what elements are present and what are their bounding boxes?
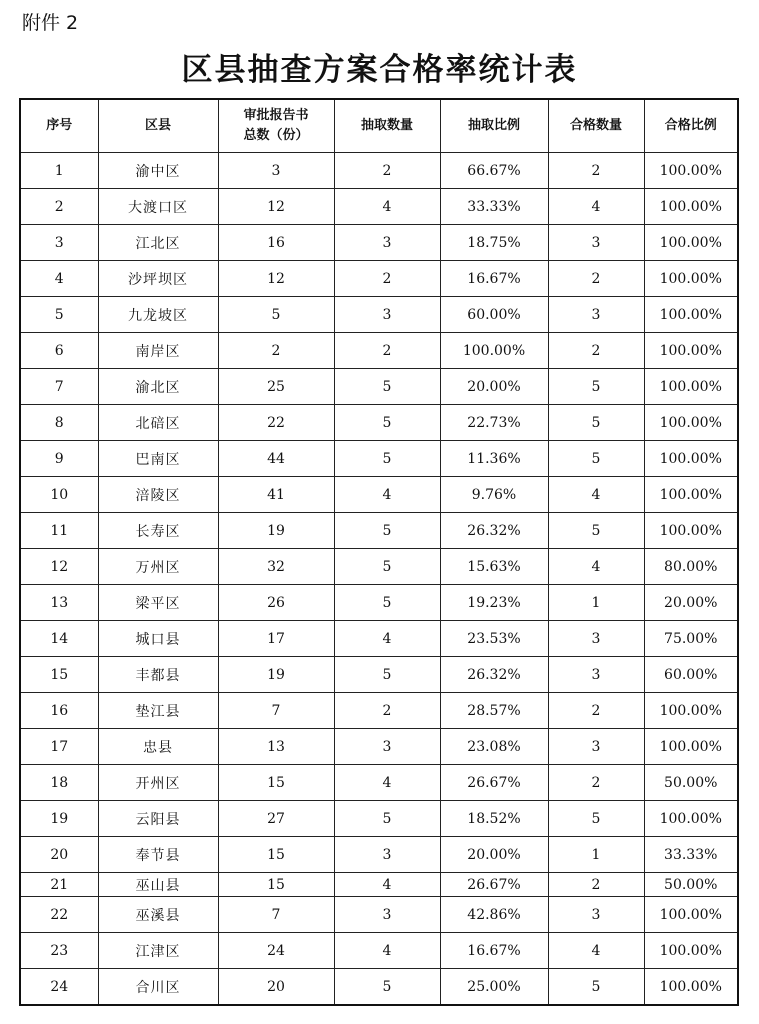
cell-passed-count: 3 xyxy=(548,225,644,261)
cell-sample-ratio: 23.53% xyxy=(440,621,548,657)
table-row xyxy=(20,153,738,189)
cell-district: 梁平区 xyxy=(98,585,218,621)
cell-passed-count: 5 xyxy=(548,969,644,1006)
cell-serial: 14 xyxy=(20,621,98,657)
cell-sample-ratio: 60.00% xyxy=(440,297,548,333)
cell-passed-count: 2 xyxy=(548,153,644,189)
cell-report-total: 32 xyxy=(218,549,334,585)
cell-district: 大渡口区 xyxy=(98,189,218,225)
cell-sample-ratio: 18.75% xyxy=(440,225,548,261)
table-row xyxy=(20,585,738,621)
cell-report-total: 12 xyxy=(218,261,334,297)
cell-district: 城口县 xyxy=(98,621,218,657)
table-row xyxy=(20,513,738,549)
cell-passed-count: 5 xyxy=(548,801,644,837)
cell-pass-ratio: 50.00% xyxy=(644,873,738,897)
table-row xyxy=(20,189,738,225)
cell-district: 奉节县 xyxy=(98,837,218,873)
cell-district: 江津区 xyxy=(98,933,218,969)
cell-sampled-count: 3 xyxy=(334,729,440,765)
cell-report-total: 20 xyxy=(218,969,334,1006)
cell-passed-count: 3 xyxy=(548,657,644,693)
cell-sampled-count: 5 xyxy=(334,969,440,1006)
cell-sample-ratio: 26.32% xyxy=(440,657,548,693)
cell-pass-ratio: 100.00% xyxy=(644,513,738,549)
cell-pass-ratio: 100.00% xyxy=(644,297,738,333)
header-sampled-count: 抽取数量 xyxy=(334,99,440,153)
table-row xyxy=(20,693,738,729)
attachment-label: 附件 2 xyxy=(22,12,79,34)
table-row xyxy=(20,621,738,657)
cell-sampled-count: 2 xyxy=(334,261,440,297)
table-row xyxy=(20,873,738,897)
cell-report-total: 19 xyxy=(218,513,334,549)
cell-sample-ratio: 16.67% xyxy=(440,933,548,969)
cell-sample-ratio: 26.67% xyxy=(440,873,548,897)
cell-pass-ratio: 100.00% xyxy=(644,153,738,189)
cell-sample-ratio: 66.67% xyxy=(440,153,548,189)
cell-passed-count: 5 xyxy=(548,513,644,549)
page-title: 区县抽查方案合格率统计表 xyxy=(181,52,578,88)
cell-report-total: 13 xyxy=(218,729,334,765)
cell-pass-ratio: 100.00% xyxy=(644,477,738,513)
cell-district: 九龙坡区 xyxy=(98,297,218,333)
cell-passed-count: 2 xyxy=(548,873,644,897)
cell-district: 巴南区 xyxy=(98,441,218,477)
cell-pass-ratio: 100.00% xyxy=(644,969,738,1006)
cell-district: 万州区 xyxy=(98,549,218,585)
table-row xyxy=(20,225,738,261)
cell-passed-count: 5 xyxy=(548,369,644,405)
cell-pass-ratio: 100.00% xyxy=(644,897,738,933)
cell-serial: 11 xyxy=(20,513,98,549)
cell-passed-count: 4 xyxy=(548,477,644,513)
cell-pass-ratio: 100.00% xyxy=(644,693,738,729)
cell-passed-count: 5 xyxy=(548,405,644,441)
cell-serial: 10 xyxy=(20,477,98,513)
cell-sampled-count: 4 xyxy=(334,873,440,897)
table-row xyxy=(20,657,738,693)
cell-district: 忠县 xyxy=(98,729,218,765)
table-body xyxy=(20,153,738,1006)
cell-passed-count: 2 xyxy=(548,261,644,297)
header-report-total-line2: 总数（份） xyxy=(243,128,309,143)
cell-sampled-count: 2 xyxy=(334,693,440,729)
cell-serial: 20 xyxy=(20,837,98,873)
cell-district: 沙坪坝区 xyxy=(98,261,218,297)
cell-report-total: 44 xyxy=(218,441,334,477)
cell-serial: 13 xyxy=(20,585,98,621)
header-report-total xyxy=(218,99,334,153)
table-row xyxy=(20,801,738,837)
cell-serial: 19 xyxy=(20,801,98,837)
cell-district: 巫山县 xyxy=(98,873,218,897)
cell-district: 渝北区 xyxy=(98,369,218,405)
cell-sampled-count: 5 xyxy=(334,549,440,585)
cell-serial: 22 xyxy=(20,897,98,933)
table-row xyxy=(20,765,738,801)
cell-sampled-count: 5 xyxy=(334,657,440,693)
cell-report-total: 15 xyxy=(218,837,334,873)
cell-report-total: 2 xyxy=(218,333,334,369)
table-row xyxy=(20,477,738,513)
cell-sample-ratio: 26.32% xyxy=(440,513,548,549)
cell-pass-ratio: 50.00% xyxy=(644,765,738,801)
cell-serial: 16 xyxy=(20,693,98,729)
header-pass-ratio: 合格比例 xyxy=(644,99,738,153)
table-row xyxy=(20,969,738,1006)
cell-sampled-count: 5 xyxy=(334,513,440,549)
cell-report-total: 19 xyxy=(218,657,334,693)
cell-sample-ratio: 18.52% xyxy=(440,801,548,837)
cell-pass-ratio: 80.00% xyxy=(644,549,738,585)
cell-sample-ratio: 11.36% xyxy=(440,441,548,477)
cell-sample-ratio: 20.00% xyxy=(440,369,548,405)
header-sample-ratio: 抽取比例 xyxy=(440,99,548,153)
cell-passed-count: 3 xyxy=(548,297,644,333)
cell-passed-count: 4 xyxy=(548,933,644,969)
cell-pass-ratio: 100.00% xyxy=(644,405,738,441)
cell-report-total: 25 xyxy=(218,369,334,405)
cell-district: 长寿区 xyxy=(98,513,218,549)
table-row xyxy=(20,261,738,297)
cell-sampled-count: 4 xyxy=(334,477,440,513)
table-row xyxy=(20,369,738,405)
cell-pass-ratio: 100.00% xyxy=(644,189,738,225)
cell-sampled-count: 5 xyxy=(334,369,440,405)
cell-sampled-count: 4 xyxy=(334,189,440,225)
cell-sample-ratio: 22.73% xyxy=(440,405,548,441)
table-row xyxy=(20,405,738,441)
cell-sample-ratio: 16.67% xyxy=(440,261,548,297)
table-row xyxy=(20,297,738,333)
cell-pass-ratio: 100.00% xyxy=(644,333,738,369)
cell-sample-ratio: 26.67% xyxy=(440,765,548,801)
table-header-row xyxy=(20,99,738,153)
cell-pass-ratio: 100.00% xyxy=(644,261,738,297)
cell-sample-ratio: 25.00% xyxy=(440,969,548,1006)
cell-sampled-count: 2 xyxy=(334,333,440,369)
table-row xyxy=(20,549,738,585)
cell-sample-ratio: 15.63% xyxy=(440,549,548,585)
cell-pass-ratio: 100.00% xyxy=(644,225,738,261)
header-district: 区县 xyxy=(98,99,218,153)
cell-sampled-count: 3 xyxy=(334,897,440,933)
cell-pass-ratio: 100.00% xyxy=(644,801,738,837)
cell-serial: 4 xyxy=(20,261,98,297)
cell-district: 江北区 xyxy=(98,225,218,261)
cell-serial: 8 xyxy=(20,405,98,441)
cell-pass-ratio: 100.00% xyxy=(644,729,738,765)
cell-district: 合川区 xyxy=(98,969,218,1006)
cell-district: 云阳县 xyxy=(98,801,218,837)
cell-pass-ratio: 75.00% xyxy=(644,621,738,657)
cell-serial: 9 xyxy=(20,441,98,477)
cell-serial: 5 xyxy=(20,297,98,333)
cell-pass-ratio: 33.33% xyxy=(644,837,738,873)
cell-report-total: 17 xyxy=(218,621,334,657)
cell-sampled-count: 5 xyxy=(334,585,440,621)
cell-sampled-count: 5 xyxy=(334,801,440,837)
cell-sampled-count: 5 xyxy=(334,405,440,441)
header-serial: 序号 xyxy=(20,99,98,153)
cell-sample-ratio: 28.57% xyxy=(440,693,548,729)
cell-sample-ratio: 23.08% xyxy=(440,729,548,765)
cell-report-total: 41 xyxy=(218,477,334,513)
table-row xyxy=(20,333,738,369)
cell-serial: 1 xyxy=(20,153,98,189)
cell-report-total: 7 xyxy=(218,693,334,729)
cell-passed-count: 3 xyxy=(548,621,644,657)
cell-passed-count: 4 xyxy=(548,549,644,585)
cell-serial: 2 xyxy=(20,189,98,225)
cell-report-total: 7 xyxy=(218,897,334,933)
cell-sample-ratio: 33.33% xyxy=(440,189,548,225)
cell-sampled-count: 3 xyxy=(334,225,440,261)
cell-report-total: 15 xyxy=(218,873,334,897)
cell-district: 开州区 xyxy=(98,765,218,801)
cell-district: 渝中区 xyxy=(98,153,218,189)
cell-serial: 7 xyxy=(20,369,98,405)
cell-sampled-count: 4 xyxy=(334,621,440,657)
statistics-table xyxy=(19,98,739,1006)
table-row xyxy=(20,441,738,477)
header-report-total-line1: 审批报告书 xyxy=(243,108,309,123)
cell-passed-count: 1 xyxy=(548,837,644,873)
cell-report-total: 27 xyxy=(218,801,334,837)
cell-serial: 15 xyxy=(20,657,98,693)
table-row xyxy=(20,729,738,765)
header-passed-count: 合格数量 xyxy=(548,99,644,153)
cell-sampled-count: 4 xyxy=(334,765,440,801)
cell-pass-ratio: 100.00% xyxy=(644,369,738,405)
cell-passed-count: 5 xyxy=(548,441,644,477)
cell-pass-ratio: 100.00% xyxy=(644,441,738,477)
cell-serial: 18 xyxy=(20,765,98,801)
cell-report-total: 16 xyxy=(218,225,334,261)
cell-report-total: 5 xyxy=(218,297,334,333)
cell-report-total: 3 xyxy=(218,153,334,189)
cell-pass-ratio: 60.00% xyxy=(644,657,738,693)
cell-report-total: 15 xyxy=(218,765,334,801)
cell-report-total: 26 xyxy=(218,585,334,621)
cell-sample-ratio: 19.23% xyxy=(440,585,548,621)
table-row xyxy=(20,933,738,969)
cell-passed-count: 2 xyxy=(548,765,644,801)
cell-sampled-count: 5 xyxy=(334,441,440,477)
table-row xyxy=(20,837,738,873)
cell-passed-count: 4 xyxy=(548,189,644,225)
cell-report-total: 12 xyxy=(218,189,334,225)
cell-report-total: 24 xyxy=(218,933,334,969)
cell-district: 北碚区 xyxy=(98,405,218,441)
cell-sample-ratio: 9.76% xyxy=(440,477,548,513)
cell-passed-count: 3 xyxy=(548,729,644,765)
cell-sampled-count: 3 xyxy=(334,837,440,873)
cell-serial: 17 xyxy=(20,729,98,765)
cell-district: 垫江县 xyxy=(98,693,218,729)
cell-pass-ratio: 20.00% xyxy=(644,585,738,621)
table-row xyxy=(20,897,738,933)
cell-district: 涪陵区 xyxy=(98,477,218,513)
cell-serial: 24 xyxy=(20,969,98,1006)
cell-serial: 23 xyxy=(20,933,98,969)
cell-sample-ratio: 42.86% xyxy=(440,897,548,933)
cell-sampled-count: 3 xyxy=(334,297,440,333)
cell-passed-count: 3 xyxy=(548,897,644,933)
cell-serial: 6 xyxy=(20,333,98,369)
cell-sampled-count: 4 xyxy=(334,933,440,969)
cell-serial: 12 xyxy=(20,549,98,585)
cell-district: 南岸区 xyxy=(98,333,218,369)
cell-district: 巫溪县 xyxy=(98,897,218,933)
cell-report-total: 22 xyxy=(218,405,334,441)
cell-district: 丰都县 xyxy=(98,657,218,693)
cell-serial: 3 xyxy=(20,225,98,261)
cell-sampled-count: 2 xyxy=(334,153,440,189)
cell-serial: 21 xyxy=(20,873,98,897)
cell-sample-ratio: 20.00% xyxy=(440,837,548,873)
cell-pass-ratio: 100.00% xyxy=(644,933,738,969)
cell-passed-count: 2 xyxy=(548,693,644,729)
cell-sample-ratio: 100.00% xyxy=(440,333,548,369)
cell-passed-count: 1 xyxy=(548,585,644,621)
cell-passed-count: 2 xyxy=(548,333,644,369)
